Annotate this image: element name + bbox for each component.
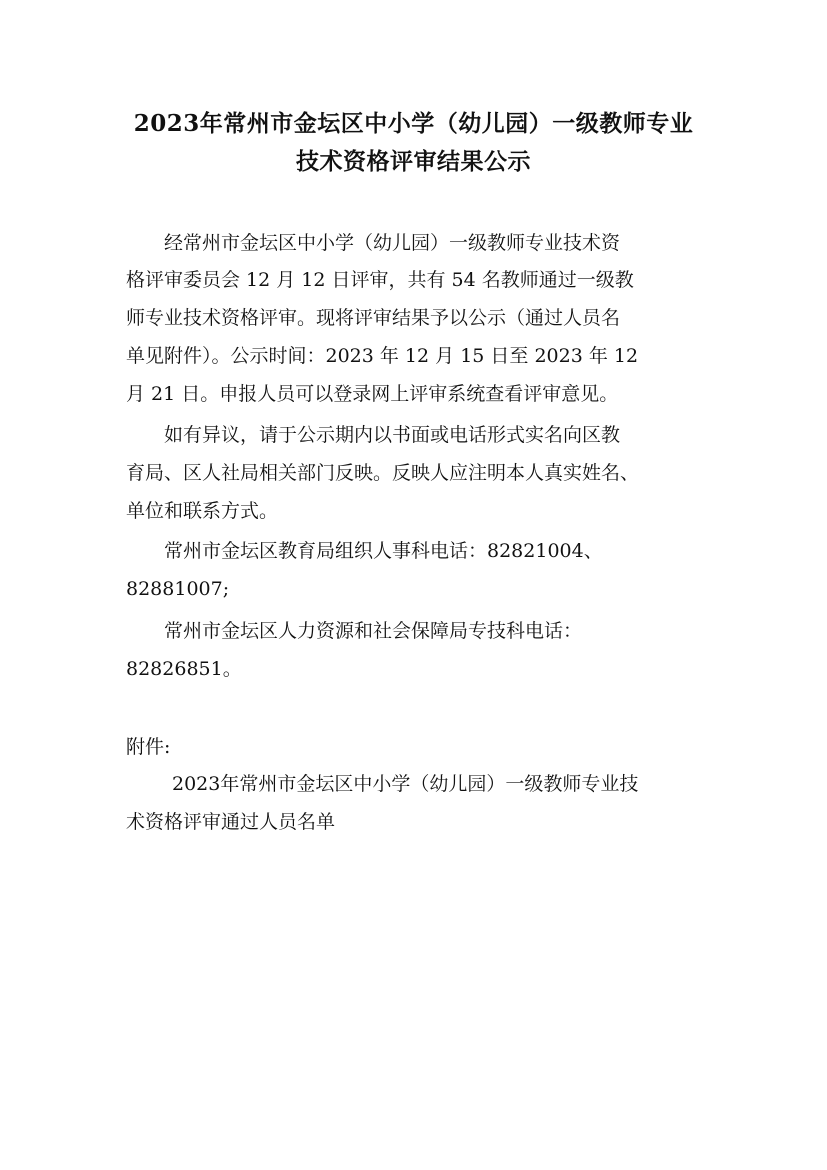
paragraph-1-line-5: 月 21 日。申报人员可以登录网上评审系统查看评审意见。 xyxy=(126,383,619,405)
contact-hr-bureau-line-2: 82826851。 xyxy=(126,658,242,680)
paragraph-1-line-4: 单见附件）。公示时间：2023 年 12 月 15 日至 2023 年 12 xyxy=(126,345,639,367)
document-title-line-1: 2023年常州市金坛区中小学（幼儿园）一级教师专业 xyxy=(133,110,694,137)
paragraph-2-line-1: 如有异议，请于公示期内以书面或电话形式实名向区教 xyxy=(164,424,621,446)
contact-hr-bureau-line-1: 常州市金坛区人力资源和社会保障局专技科电话： xyxy=(164,620,583,642)
paragraph-1-line-2: 格评审委员会 12 月 12 日评审，共有 54 名教师通过一级教 xyxy=(126,269,634,291)
contact-education-bureau-line-1: 常州市金坛区教育局组织人事科电话：82821004、 xyxy=(164,540,603,562)
attachment-title-line-1: 2023年常州市金坛区中小学（幼儿园）一级教师专业技 xyxy=(172,773,639,795)
contact-education-bureau-line-2: 82881007; xyxy=(126,578,230,600)
paragraph-2-line-3: 单位和联系方式。 xyxy=(126,500,279,522)
paragraph-2-line-2: 育局、区人社局相关部门反映。反映人应注明本人真实姓名、 xyxy=(126,462,640,484)
paragraph-1-line-3: 师专业技术资格评审。现将评审结果予以公示（通过人员名 xyxy=(126,307,621,329)
document-title-line-2: 技术资格评审结果公示 xyxy=(296,148,531,175)
attachment-title-line-2: 术资格评审通过人员名单 xyxy=(126,811,336,833)
paragraph-1-line-1: 经常州市金坛区中小学（幼儿园）一级教师专业技术资 xyxy=(164,232,621,254)
attachment-label: 附件: xyxy=(126,736,171,758)
